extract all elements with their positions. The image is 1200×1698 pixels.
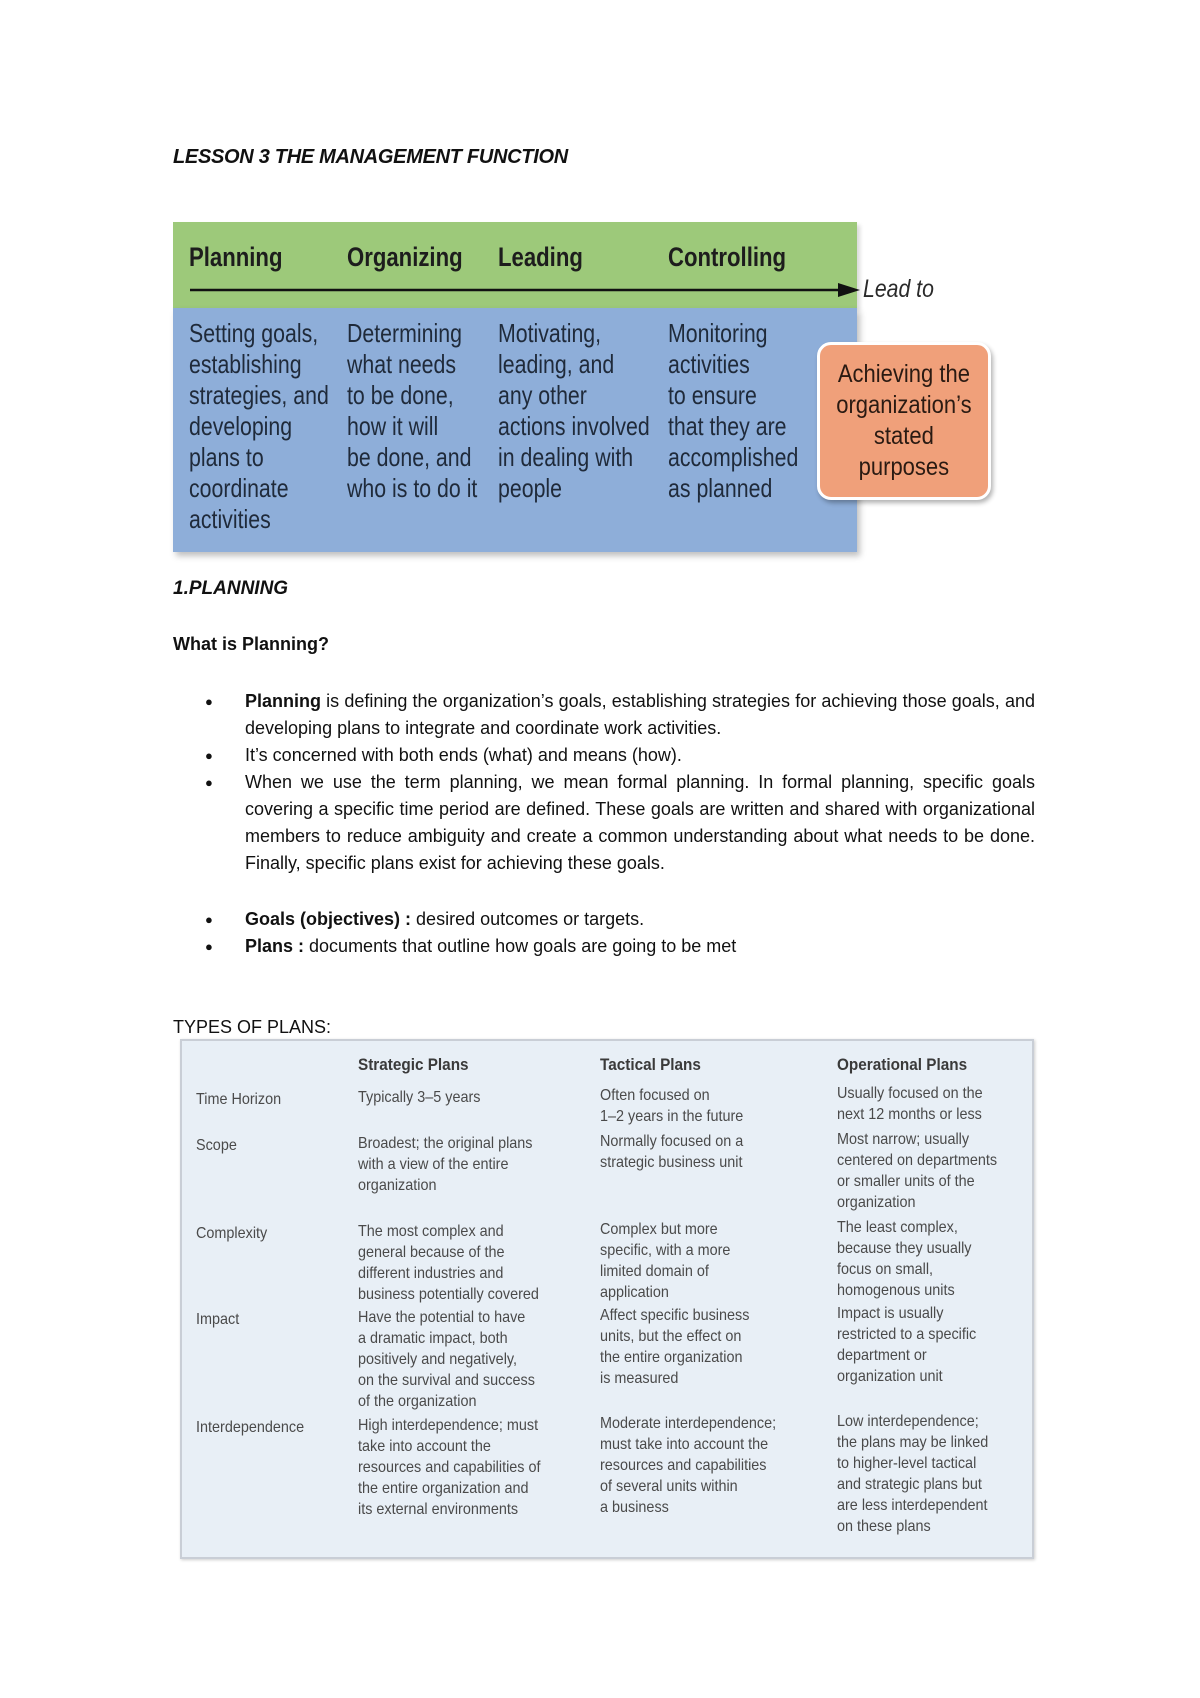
table-cell: Complex but more specific, with a more limited domain of application xyxy=(600,1221,731,1301)
section-heading: 1.PLANNING xyxy=(173,578,289,599)
list-item: ● Plans : documents that outline how goals are going to be met xyxy=(205,933,1035,960)
row-label: Scope xyxy=(196,1137,237,1154)
table-cell: Usually focused on the next 12 months or less xyxy=(837,1085,983,1123)
table-cell: The least complex, because they usually focus on small, homogenous units xyxy=(837,1219,972,1299)
table-cell: Affect specific business units, but the effect on the entire organization is measured xyxy=(600,1307,750,1387)
table-cell: Impact is usually restricted to a specific department or organization unit xyxy=(837,1305,977,1385)
row-label: Time Horizon xyxy=(196,1091,282,1108)
organizing-description: Determining what needs to be done, how it will be done, and who is to do it xyxy=(347,318,478,503)
column-header-operational: Operational Plans xyxy=(837,1055,968,1074)
planning-description: Setting goals, establishing strategies, and developing plans to coordinate activities xyxy=(189,318,329,534)
column-header-strategic: Strategic Plans xyxy=(358,1055,469,1074)
table-cell: Have the potential to have a dramatic impact, both positively and negatively, on the survival and success of the organization xyxy=(358,1309,535,1410)
header-leading: Leading xyxy=(498,242,583,272)
lead-to-label: Lead to xyxy=(863,275,934,303)
management-functions-diagram xyxy=(173,222,999,574)
table-cell: High interdependence; must take into account the resources and capabilities of the entire organization and its external environments xyxy=(358,1417,541,1518)
table-cell: The most complex and general because of the different industries and business potentially covered xyxy=(358,1223,539,1303)
leading-description: Motivating, leading, and any other actions involved in dealing with people xyxy=(498,318,650,503)
list-item: ● When we use the term planning, we mean formal planning. In formal planning, specific goals covering a specific time period are defined. These goals are written and shared with organizational members to reduce ambiguity and create a common understanding about what needs to be done. Finally, specific plans exist for achieving these goals. xyxy=(205,769,1035,877)
list-item: ● Planning is defining the organization’s goals, establishing strategies for achieving those goals, and developing plans to integrate and coordinate work activities. xyxy=(205,688,1035,742)
header-organizing: Organizing xyxy=(347,242,463,272)
question-heading: What is Planning? xyxy=(173,634,329,654)
result-box xyxy=(817,342,991,500)
list-item: ● Goals (objectives) : desired outcomes or targets. xyxy=(205,906,1035,933)
result-text: Achieving the organization’s stated purposes xyxy=(836,360,972,481)
planning-bullet-list xyxy=(205,688,1035,877)
column-header-tactical: Tactical Plans xyxy=(600,1055,701,1074)
table-cell: Broadest; the original plans with a view of the entire organization xyxy=(358,1135,533,1194)
row-label: Impact xyxy=(196,1311,240,1328)
arrow-right-icon xyxy=(190,282,860,298)
header-planning: Planning xyxy=(189,242,283,272)
table-cell: Most narrow; usually centered on departments or smaller units of the organization xyxy=(837,1131,998,1211)
types-of-plans-table xyxy=(180,1039,1034,1559)
header-controlling: Controlling xyxy=(668,242,787,272)
row-label: Interdependence xyxy=(196,1419,305,1436)
table-cell: Moderate interdependence; must take into account the resources and capabilities of several units within a business xyxy=(600,1415,777,1516)
table-cell: Low interdependence; the plans may be linked to higher-level tactical and strategic plans but are less interdependent on these plans xyxy=(837,1413,989,1535)
table-cell: Typically 3–5 years xyxy=(358,1089,481,1106)
table-cell: Normally focused on a strategic business unit xyxy=(600,1133,744,1171)
table-cell: Often focused on 1–2 years in the future xyxy=(600,1087,744,1125)
types-of-plans-label: TYPES OF PLANS: xyxy=(173,1017,332,1037)
document-title: LESSON 3 THE MANAGEMENT FUNCTION xyxy=(173,146,568,168)
definitions-bullet-list xyxy=(205,906,1035,960)
controlling-description: Monitoring activities to ensure that they are accomplished as planned xyxy=(668,318,799,503)
list-item: ● It’s concerned with both ends (what) and means (how). xyxy=(205,742,1035,769)
row-label: Complexity xyxy=(196,1225,268,1242)
